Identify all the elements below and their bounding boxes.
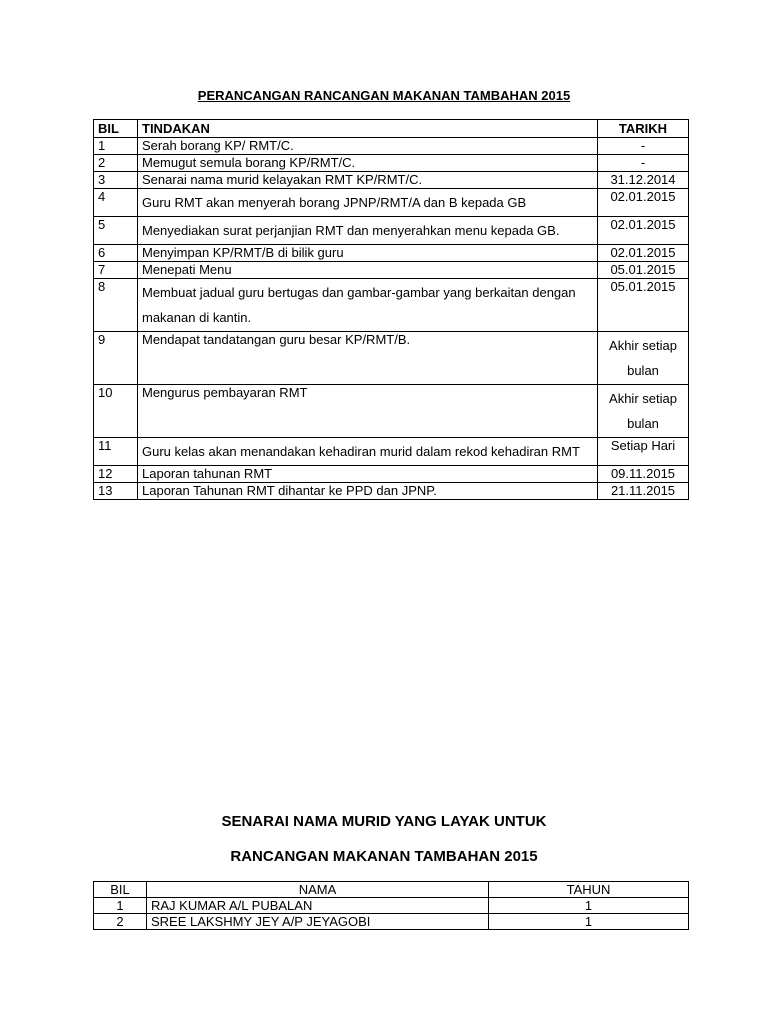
table-row bbox=[94, 914, 689, 930]
row-bil: 4 bbox=[94, 189, 138, 217]
table-row bbox=[94, 172, 689, 189]
row-tarikh: - bbox=[598, 138, 689, 155]
row-tindakan: Menepati Menu bbox=[138, 262, 598, 279]
row-tindakan: Memugut semula borang KP/RMT/C. bbox=[138, 155, 598, 172]
table-row bbox=[94, 898, 689, 914]
row-bil: 8 bbox=[94, 279, 138, 332]
row-tarikh: Akhir setiap bulan bbox=[598, 385, 689, 438]
row-tindakan: Laporan tahunan RMT bbox=[138, 466, 598, 483]
table-row bbox=[94, 438, 689, 466]
row-bil: 3 bbox=[94, 172, 138, 189]
row-tarikh: 05.01.2015 bbox=[598, 279, 689, 332]
row-tindakan: Menyimpan KP/RMT/B di bilik guru bbox=[138, 245, 598, 262]
row-tarikh: 31.12.2014 bbox=[598, 172, 689, 189]
student-nama: RAJ KUMAR A/L PUBALAN bbox=[147, 898, 489, 914]
row-bil: 9 bbox=[94, 332, 138, 385]
table-row bbox=[94, 155, 689, 172]
row-tindakan: Menyediakan surat perjanjian RMT dan menyerahkan menu kepada GB. bbox=[138, 217, 598, 245]
table-row bbox=[94, 466, 689, 483]
table-row bbox=[94, 138, 689, 155]
row-tindakan: Laporan Tahunan RMT dihantar ke PPD dan JPNP. bbox=[138, 483, 598, 500]
table-row bbox=[94, 262, 689, 279]
student-tahun: 1 bbox=[489, 914, 689, 930]
row-tarikh: 21.11.2015 bbox=[598, 483, 689, 500]
nama-header: NAMA bbox=[147, 882, 489, 898]
tindakan-header: TINDAKAN bbox=[138, 120, 598, 138]
row-tarikh: 02.01.2015 bbox=[598, 245, 689, 262]
row-bil: 5 bbox=[94, 217, 138, 245]
row-tarikh: Akhir setiap bulan bbox=[598, 332, 689, 385]
table-row bbox=[94, 385, 689, 438]
row-bil: 7 bbox=[94, 262, 138, 279]
table-row bbox=[94, 332, 689, 385]
tarikh-header: TARIKH bbox=[598, 120, 689, 138]
row-tarikh: Setiap Hari bbox=[598, 438, 689, 466]
row-bil: 12 bbox=[94, 466, 138, 483]
table-row bbox=[94, 245, 689, 262]
row-bil: 1 bbox=[94, 138, 138, 155]
students-title-line2: RANCANGAN MAKANAN TAMBAHAN 2015 bbox=[230, 848, 538, 865]
table-row bbox=[94, 217, 689, 245]
row-tarikh: 09.11.2015 bbox=[598, 466, 689, 483]
table-row bbox=[94, 189, 689, 217]
table-row bbox=[94, 483, 689, 500]
row-tindakan: Senarai nama murid kelayakan RMT KP/RMT/C. bbox=[138, 172, 598, 189]
plan-table bbox=[93, 119, 689, 500]
row-tarikh: 02.01.2015 bbox=[598, 189, 689, 217]
bil-header: BIL bbox=[94, 882, 147, 898]
row-tarikh: 02.01.2015 bbox=[598, 217, 689, 245]
row-tindakan: Membuat jadual guru bertugas dan gambar-gambar yang berkaitan dengan makanan di kantin. bbox=[138, 279, 598, 332]
students-table bbox=[93, 881, 689, 930]
student-tahun: 1 bbox=[489, 898, 689, 914]
student-bil: 2 bbox=[94, 914, 147, 930]
row-bil: 2 bbox=[94, 155, 138, 172]
student-nama: SREE LAKSHMY JEY A/P JEYAGOBI bbox=[147, 914, 489, 930]
tahun-header: TAHUN bbox=[489, 882, 689, 898]
row-tindakan: Serah borang KP/ RMT/C. bbox=[138, 138, 598, 155]
row-tindakan: Mendapat tandatangan guru besar KP/RMT/B. bbox=[138, 332, 598, 385]
row-tindakan: Guru RMT akan menyerah borang JPNP/RMT/A dan B kepada GB bbox=[138, 189, 598, 217]
bil-header: BIL bbox=[94, 120, 138, 138]
row-bil: 13 bbox=[94, 483, 138, 500]
row-tarikh: 05.01.2015 bbox=[598, 262, 689, 279]
row-tindakan: Guru kelas akan menandakan kehadiran murid dalam rekod kehadiran RMT bbox=[138, 438, 598, 466]
students-title-line1: SENARAI NAMA MURID YANG LAYAK UNTUK bbox=[221, 813, 547, 830]
plan-header-row bbox=[94, 120, 689, 138]
row-tarikh: - bbox=[598, 155, 689, 172]
student-bil: 1 bbox=[94, 898, 147, 914]
plan-title: PERANCANGAN RANCANGAN MAKANAN TAMBAHAN 2015 bbox=[197, 88, 571, 103]
row-tindakan: Mengurus pembayaran RMT bbox=[138, 385, 598, 438]
row-bil: 6 bbox=[94, 245, 138, 262]
row-bil: 10 bbox=[94, 385, 138, 438]
row-bil: 11 bbox=[94, 438, 138, 466]
students-header-row bbox=[94, 882, 689, 898]
table-row bbox=[94, 279, 689, 332]
